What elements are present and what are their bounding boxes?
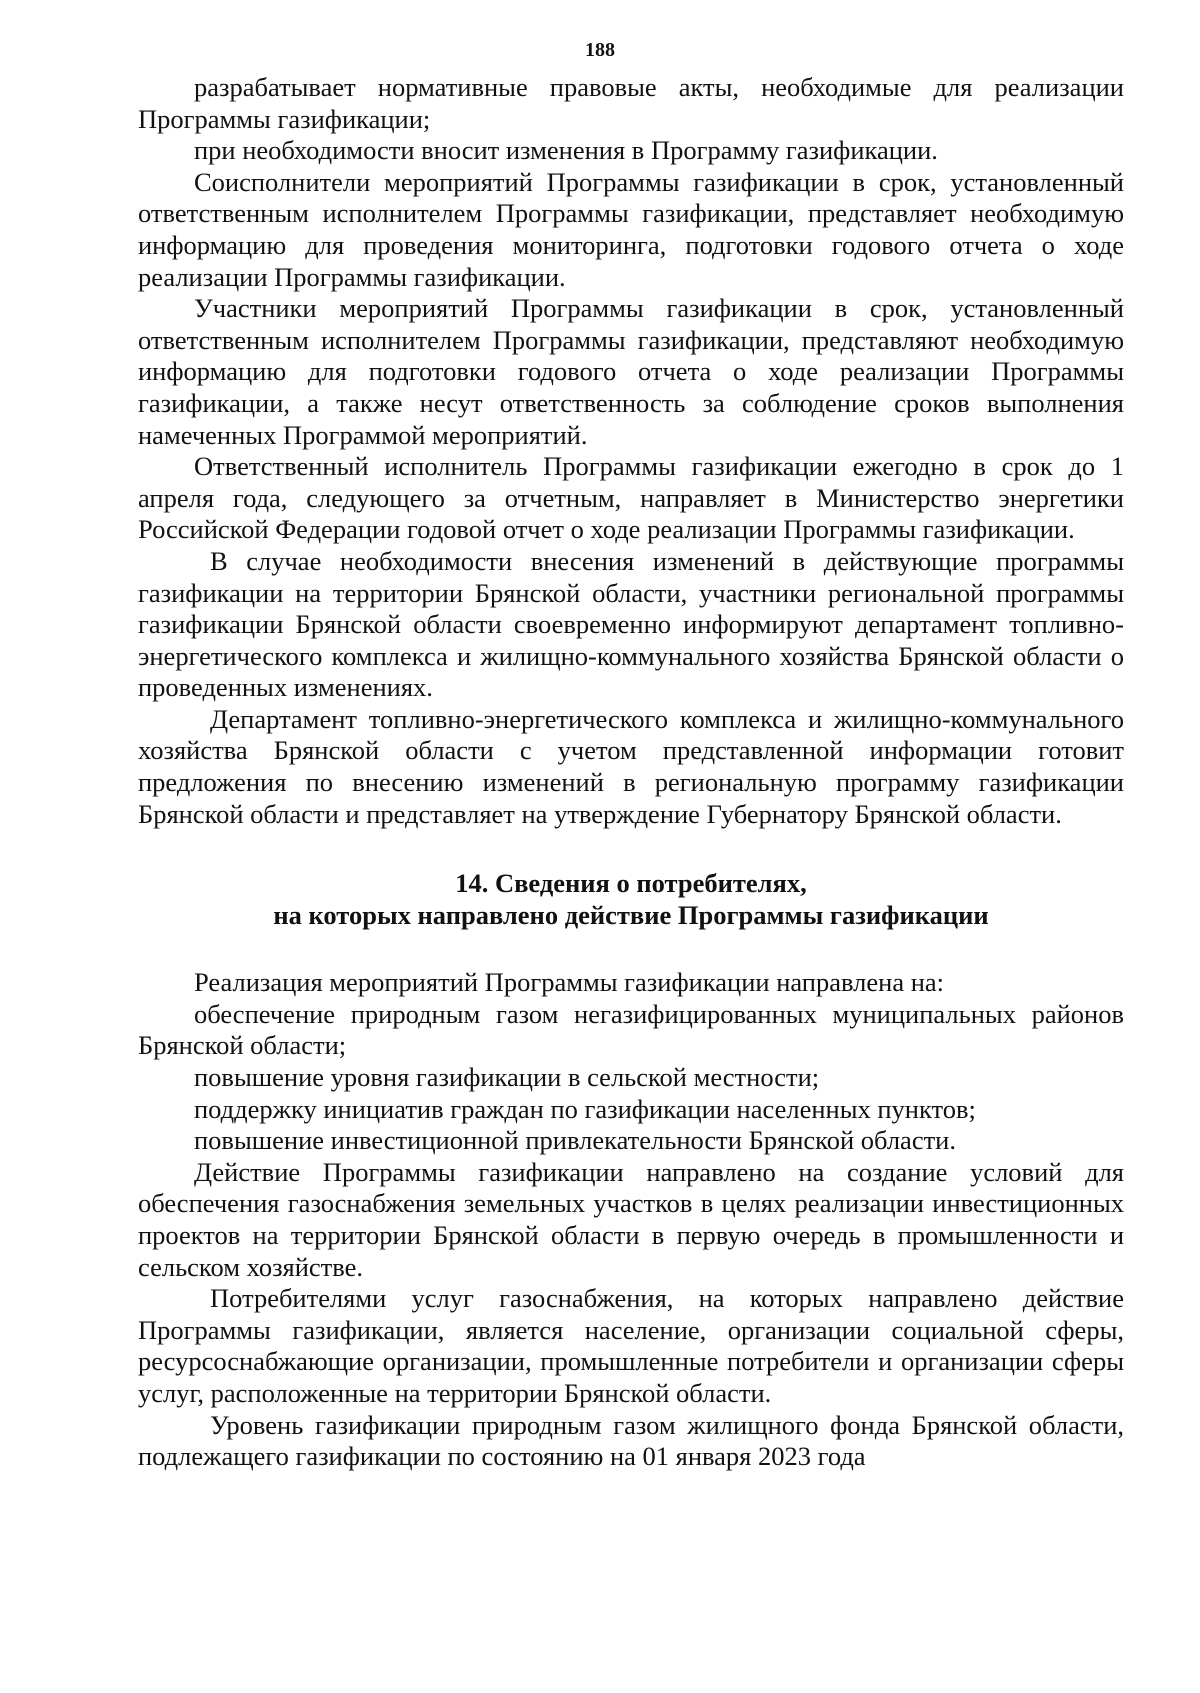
paragraph: Ответственный исполнитель Программы газификации ежегодно в срок до 1 апреля года, следующего за отчетным, направляет в Министерство энергетики Российской Федерации годовой отчет о ходе реализации Программы газификации.: [138, 451, 1124, 545]
paragraph: Действие Программы газификации направлено на создание условий для обеспечения газоснабжения земельных участков в целях реализации инвестиционных проектов на территории Брянской области в первую очередь в промышленности и сельском хозяйстве.: [138, 1156, 1124, 1282]
list-item: обеспечение природным газом негазифицированных муниципальных районов Брянской области;: [138, 998, 1124, 1061]
page-number: 188: [585, 39, 615, 61]
document-body: [138, 72, 1124, 1473]
list-item: повышение инвестиционной привлекательности Брянской области.: [194, 1125, 956, 1156]
paragraph: Реализация мероприятий Программы газификации направлена на:: [194, 967, 945, 998]
section-heading-line: 14. Сведения о потребителях,: [455, 868, 807, 899]
list-item: повышение уровня газификации в сельской местности;: [194, 1062, 820, 1093]
section-heading-line: на которых направлено действие Программы газификации: [273, 900, 989, 931]
paragraph: В случае необходимости внесения изменений в действующие программы газификации на территории Брянской области, участники региональной программы газификации Брянской области своевременно информируют департамент топливно-энергетического комплекса и жилищно-коммунального хозяйства Брянской области о проведенных изменениях.: [138, 545, 1124, 703]
paragraph: Соисполнители мероприятий Программы газификации в срок, установленный ответственным исполнителем Программы газификации, представляет необходимую информацию для проведения мониторинга, подготовки годового отчета о ходе реализации Программы газификации.: [138, 166, 1124, 292]
paragraph: Уровень газификации природным газом жилищного фонда Брянской области, подлежащего газификации по состоянию на 01 января 2023 года: [138, 1409, 1124, 1472]
paragraph: Департамент топливно-энергетического комплекса и жилищно-коммунального хозяйства Брянской области с учетом представленной информации готовит предложения по внесению изменений в региональную программу газификации Брянской области и представляет на утверждение Губернатору Брянской области.: [138, 703, 1124, 829]
paragraph: Участники мероприятий Программы газификации в срок, установленный ответственным исполнителем Программы газификации, представляют необходимую информацию для подготовки годового отчета о ходе реализации Программы газификации, а также несут ответственность за соблюдение сроков выполнения намеченных Программой мероприятий.: [138, 293, 1124, 450]
paragraph: Потребителями услуг газоснабжения, на которых направлено действие Программы газификации, является население, организации социальной сферы, ресурсоснабжающие организации, промышленные потребители и организации сферы услуг, расположенные на территории Брянской области.: [138, 1283, 1124, 1408]
paragraph: при необходимости вносит изменения в Программу газификации.: [194, 135, 938, 166]
list-item: поддержку инициатив граждан по газификации населенных пунктов;: [194, 1093, 976, 1124]
paragraph: разрабатывает нормативные правовые акты, необходимые для реализации Программы газификации;: [138, 72, 1124, 134]
section-heading: [138, 867, 1124, 931]
